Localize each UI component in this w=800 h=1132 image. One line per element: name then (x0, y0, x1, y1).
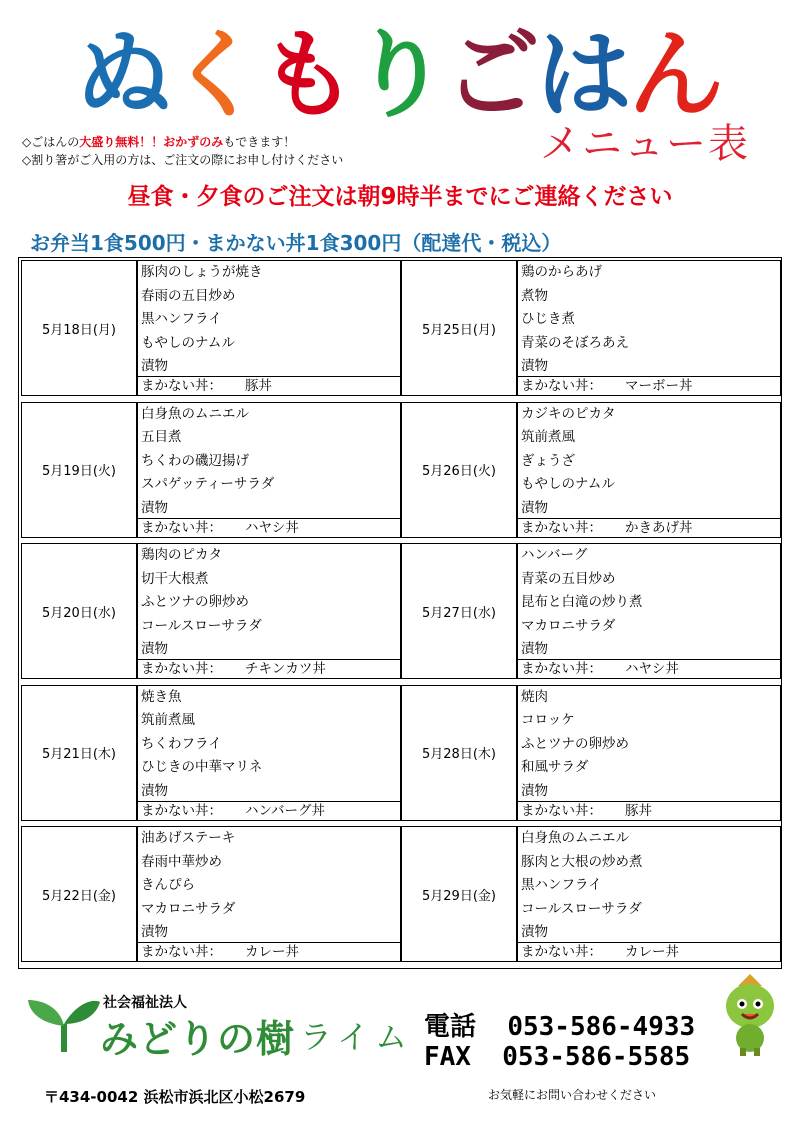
makanai-value: 豚丼 (245, 378, 272, 394)
makanai-don (518, 659, 780, 678)
note-large-serving (22, 133, 343, 151)
makanai-label: まかない丼： (521, 378, 602, 394)
makanai-don (518, 801, 780, 820)
note1-free: 大盛り無料！！ (79, 135, 164, 149)
menu-item: ちくわの磯辺揚げ (141, 452, 249, 469)
menu-item: 筑前煮風 (521, 429, 575, 446)
menu-item: 漬物 (141, 641, 168, 658)
menu-date: 5月18日(月) (21, 260, 137, 396)
menu-item: 鶏肉のピカタ (141, 547, 222, 564)
menu-item: ぎょうざ (521, 452, 575, 469)
menu-date: 5月21日(木) (21, 685, 137, 821)
makanai-value: かきあげ丼 (625, 519, 693, 536)
menu-item: 焼き魚 (141, 688, 182, 705)
makanai-label: まかない丼： (521, 661, 602, 678)
menu-item: 豚肉と大根の炒め煮 (521, 853, 643, 870)
title-char: ご (444, 19, 536, 131)
makanai-don (518, 518, 780, 537)
order-deadline-headline: 昼食・夕食のご注文は朝9時半までにご連絡ください (127, 184, 673, 210)
menu-item: 漬物 (521, 782, 548, 799)
menu-item: マカロニサラダ (141, 900, 236, 917)
fax-number: 053-586-5585 (502, 1042, 691, 1072)
menu-date: 5月27日(水) (401, 543, 517, 679)
menu-item: コールスローサラダ (521, 900, 642, 917)
menu-item: 白身魚のムニエル (521, 830, 629, 847)
makanai-value: マーボー丼 (625, 378, 693, 394)
notes (22, 133, 343, 169)
title-char: り (352, 19, 444, 131)
menu-item: ふとツナの卵炒め (141, 594, 249, 611)
makanai-don (138, 376, 400, 395)
sprout-logo-icon (26, 994, 102, 1058)
address: 〒434-0042 浜松市浜北区小松2679 (44, 1088, 306, 1106)
price-line: お弁当1食500円・まかない丼1食300円（配達代・税込） (30, 231, 562, 255)
menu-item: 漬物 (521, 641, 548, 658)
makanai-value: カレー丼 (625, 944, 679, 961)
menu-table (18, 257, 782, 969)
menu-item: 漬物 (141, 499, 168, 516)
menu-item: ちくわフライ (141, 735, 222, 752)
menu-item: 油あげステーキ (141, 830, 236, 847)
makanai-label: まかない丼： (141, 378, 222, 394)
makanai-label: まかない丼： (521, 802, 602, 819)
makanai-label: まかない丼： (141, 802, 222, 819)
menu-item: コロッケ (521, 712, 575, 729)
menu-items (137, 402, 401, 538)
menu-item: 漬物 (141, 924, 168, 941)
menu-item: ひじき煮 (521, 311, 575, 327)
menu-items (137, 260, 401, 396)
menu-row (21, 826, 779, 962)
menu-row (21, 685, 779, 821)
menu-item: ひじきの中華マリネ (141, 759, 263, 776)
menu-item: 春雨の五目炒め (141, 287, 236, 304)
menu-date: 5月25日(月) (401, 260, 517, 396)
makanai-don (138, 801, 400, 820)
note1-suffix: もできます！ (223, 135, 296, 149)
org-name: みどりの樹 (100, 1017, 296, 1061)
menu-item: コールスローサラダ (141, 617, 262, 634)
menu-items (137, 543, 401, 679)
menu-item: 和風サラダ (521, 759, 589, 776)
makanai-value: 豚丼 (625, 802, 652, 819)
makanai-value: カレー丼 (245, 944, 299, 961)
phone-number[interactable]: 053-586-4933 (507, 1012, 696, 1042)
menu-item: ハンバーグ (521, 547, 588, 564)
menu-items (517, 402, 781, 538)
menu-row (21, 402, 779, 538)
menu-item: マカロニサラダ (521, 617, 616, 634)
note1-prefix: ◇ごはんの (22, 135, 80, 149)
menu-item: 漬物 (141, 358, 168, 374)
title-char: ぬ (76, 19, 168, 131)
menu-row (21, 543, 779, 679)
makanai-don (518, 376, 780, 395)
menu-items (137, 826, 401, 962)
menu-item: 昆布と白滝の炒り煮 (521, 594, 643, 611)
menu-item: 筑前煮風 (141, 712, 195, 729)
title-char: は (536, 19, 628, 131)
makanai-label: まかない丼： (521, 519, 602, 536)
note-chopsticks: ◇割り箸がご入用の方は、ご注文の際にお申し付けください (22, 153, 344, 167)
title-char: ん (628, 19, 720, 131)
menu-item: 漬物 (521, 924, 548, 941)
makanai-value: ハヤシ丼 (625, 661, 679, 678)
makanai-label: まかない丼： (141, 519, 222, 536)
menu-date: 5月28日(木) (401, 685, 517, 821)
makanai-label: まかない丼： (141, 661, 222, 678)
menu-item: ふとツナの卵炒め (521, 735, 629, 752)
menu-date: 5月22日(金) (21, 826, 137, 962)
menu-subtitle: メニュー表 (540, 121, 750, 167)
makanai-don (138, 659, 400, 678)
menu-item: 鶏のからあげ (521, 264, 602, 280)
menu-item: 漬物 (141, 782, 168, 799)
makanai-don (138, 518, 400, 537)
menu-item: 青菜のそぼろあえ (521, 334, 629, 351)
menu-items (517, 685, 781, 821)
menu-item: 切干大根煮 (141, 570, 209, 587)
mascot-icon (718, 972, 782, 1060)
makanai-label: まかない丼： (521, 944, 602, 961)
menu-item: カジキのピカタ (521, 405, 616, 422)
inquiry-note: お気軽にお問い合わせください (488, 1088, 657, 1102)
menu-item: 五目煮 (141, 429, 182, 446)
makanai-label: まかない丼： (141, 944, 222, 961)
menu-date: 5月20日(水) (21, 543, 137, 679)
note1-side-only: おかずのみ (163, 135, 224, 149)
menu-date: 5月26日(火) (401, 402, 517, 538)
org-type: 社会福祉法人 (103, 995, 187, 1011)
title-char: く (168, 19, 260, 131)
menu-row (21, 260, 779, 396)
menu-item: 青菜の五目炒め (521, 570, 616, 587)
menu-item: もやしのナムル (521, 476, 615, 493)
menu-items (517, 543, 781, 679)
menu-item: スパゲッティーサラダ (141, 476, 275, 493)
org-sub: ライム (300, 1018, 414, 1056)
menu-items (517, 826, 781, 962)
menu-date: 5月19日(火) (21, 402, 137, 538)
phone-label: 電話 (424, 1012, 477, 1042)
menu-item: 煮物 (521, 287, 548, 304)
menu-items (517, 260, 781, 396)
menu-item: 黒ハンフライ (141, 311, 222, 327)
phone-line (424, 1006, 695, 1043)
makanai-don (138, 942, 400, 961)
menu-item: 白身魚のムニエル (141, 405, 249, 422)
menu-item: 豚肉のしょうが焼き (141, 264, 263, 280)
fax-label: FAX (424, 1042, 471, 1072)
makanai-value: ハヤシ丼 (245, 519, 299, 536)
menu-item: 漬物 (521, 358, 548, 374)
menu-item: 黒ハンフライ (521, 877, 602, 894)
makanai-value: チキンカツ丼 (245, 661, 326, 678)
menu-item: もやしのナムル (141, 334, 235, 351)
menu-item: きんぴら (141, 877, 195, 894)
makanai-don (518, 942, 780, 961)
fax-line (424, 1042, 690, 1072)
menu-item: 漬物 (521, 499, 548, 516)
menu-items (137, 685, 401, 821)
menu-item: 焼肉 (521, 688, 548, 705)
title-char: も (260, 19, 352, 131)
menu-item: 春雨中華炒め (141, 853, 222, 870)
makanai-value: ハンバーグ丼 (245, 802, 326, 819)
menu-date: 5月29日(金) (401, 826, 517, 962)
